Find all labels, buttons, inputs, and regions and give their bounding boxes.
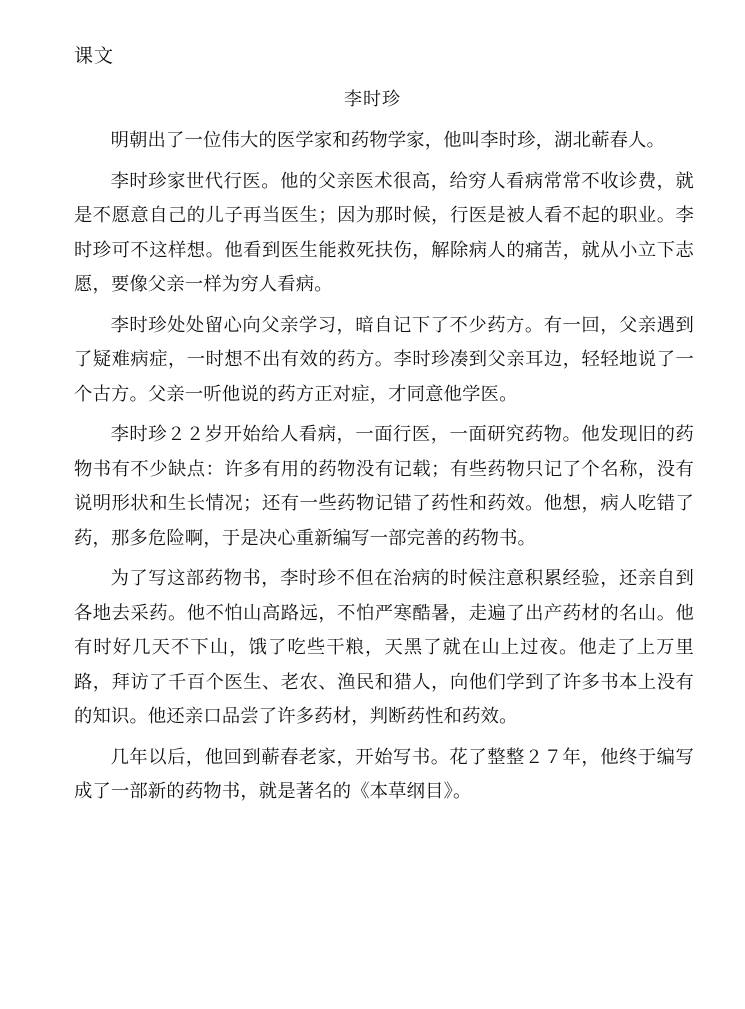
paragraph-6: 几年以后，他回到蕲春老家，开始写书。花了整整２７年，他终于编写成了一部新的药物书，就是著名的《本草纲目》。: [74, 746, 694, 802]
paragraph-5: 为了写这部药物书，李时珍不但在治病的时候注意积累经验，还亲自到各地去采药。他不怕山高路远，不怕严寒酷暑，走遍了出产药材的名山。他有时好几天不下山，饿了吃些干粮，天黑了就在山上过夜。他走了上万里路，拜访了千百个医生、老农、渔民和猎人，向他们学到了许多书本上没有的知识。他还亲口品尝了许多药材，判断药性和药效。: [74, 568, 694, 727]
document-body: [74, 124, 694, 816]
paragraph-2: 李时珍家世代行医。他的父亲医术很高，给穷人看病常常不收诊费，就是不愿意自己的儿子再当医生；因为那时候，行医是被人看不起的职业。李时珍可不这样想。他看到医生能救死扶伤，解除病人的痛苦，就从小立下志愿，要像父亲一样为穷人看病。: [74, 170, 694, 295]
paragraph-4: 李时珍２２岁开始给人看病，一面行医，一面研究药物。他发现旧的药物书有不少缺点：许多有用的药物没有记载；有些药物只记了个名称，没有说明形状和生长情况；还有一些药物记错了药性和药效。他想，病人吃错了药，那多危险啊，于是决心重新编写一部完善的药物书。: [74, 424, 694, 549]
paragraph-1: 明朝出了一位伟大的医学家和药物学家，他叫李时珍，湖北蕲春人。: [110, 130, 666, 151]
section-label: 课文: [74, 45, 115, 67]
paragraph-3: 李时珍处处留心向父亲学习，暗自记下了不少药方。有一回，父亲遇到了疑难病症，一时想不出有效的药方。李时珍凑到父亲耳边，轻轻地说了一个古方。父亲一听他说的药方正对症，才同意他学医。: [74, 314, 694, 405]
document-title: 李时珍: [344, 89, 401, 110]
